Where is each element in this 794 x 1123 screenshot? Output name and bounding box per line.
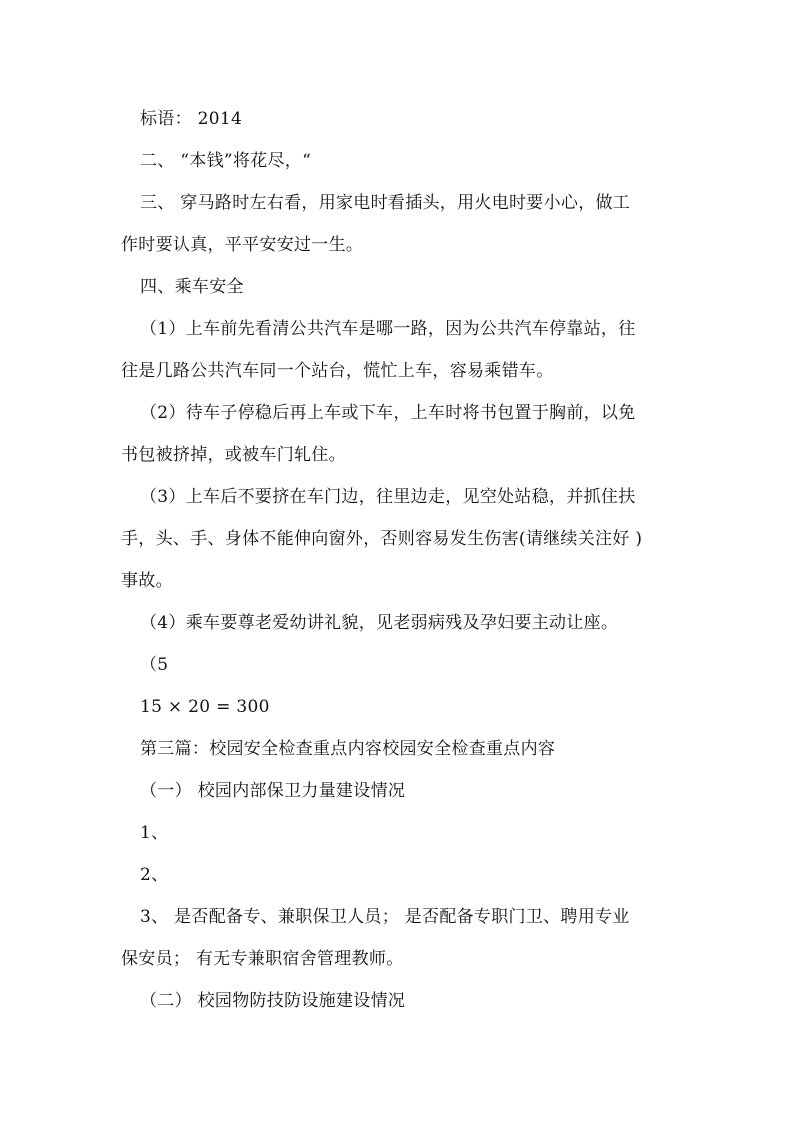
- paragraph-line: （3）上车后不要挤在车门边，往里边走，见空处站稳，并抓住扶: [140, 487, 636, 507]
- paragraph-line: （2）待车子停稳后再上车或下车，上车时将书包置于胸前，以免: [140, 403, 636, 423]
- formula-line: 15 × 20 = 300: [140, 697, 270, 717]
- subsection-heading: （二） 校园物防技防设施建设情况: [140, 991, 406, 1011]
- paragraph-line: 事故。: [121, 571, 173, 591]
- list-item: 3、 是否配备专、兼职保卫人员； 是否配备专职门卫、聘用专业: [140, 907, 630, 927]
- paragraph-line: 书包被挤掉，或被车门轧住。: [121, 445, 346, 465]
- paragraph-line: 手，头、手、身体不能伸向窗外，否则容易发生伤害(请继续关注好 ): [121, 529, 643, 549]
- list-item-number: 1、: [140, 823, 169, 843]
- chapter-heading: 第三篇：校园安全检查重点内容校园安全检查重点内容: [140, 739, 556, 759]
- paragraph-line: 保安员； 有无专兼职宿舍管理教师。: [121, 949, 404, 969]
- section-heading: 四、乘车安全: [140, 277, 244, 297]
- list-item-number: 2、: [140, 865, 169, 885]
- paragraph-line: （1）上车前先看清公共汽车是哪一路，因为公共汽车停靠站，往: [140, 319, 636, 339]
- paragraph-line: 作时要认真，平平安安过一生。: [121, 235, 364, 255]
- slogan-line: 标语： 2014: [140, 109, 243, 129]
- paragraph-line: 往是几路公共汽车同一个站台，慌忙上车，容易乘错车。: [121, 361, 554, 381]
- paragraph-line: （5: [140, 655, 169, 675]
- paragraph-line: （4）乘车要尊老爱幼讲礼貌，见老弱病残及孕妇要主动让座。: [140, 613, 619, 633]
- paragraph-line: 三、 穿马路时左右看，用家电时看插头，用火电时要小心，做工: [140, 193, 631, 213]
- paragraph-line: 二、 “本钱”将花尽，“: [140, 151, 312, 171]
- subsection-heading: （一） 校园内部保卫力量建设情况: [140, 781, 406, 801]
